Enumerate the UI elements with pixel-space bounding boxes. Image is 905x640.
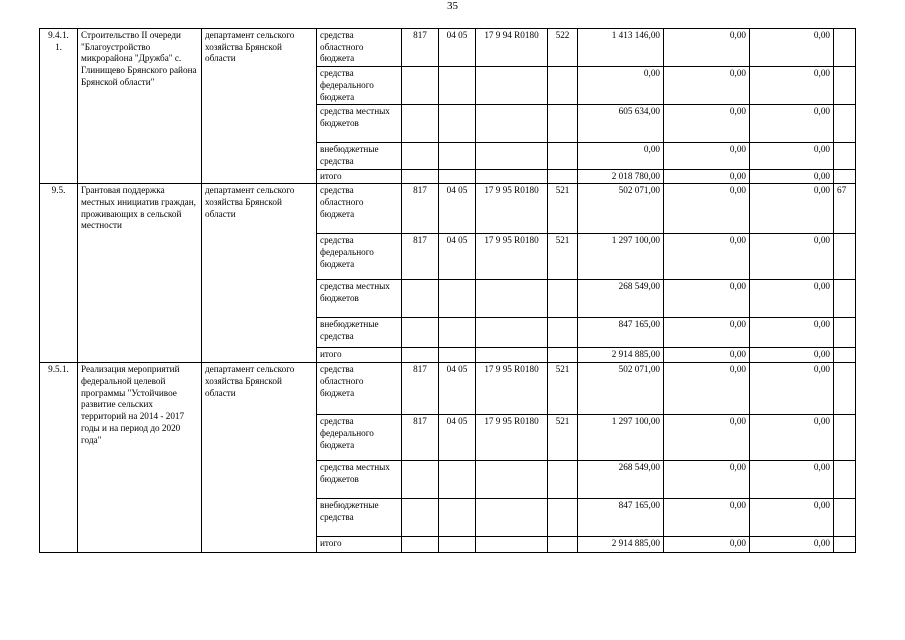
amount-year-3: 0,00 — [750, 169, 834, 184]
amount-year-2: 0,00 — [664, 184, 750, 234]
indicator-cell — [834, 280, 856, 318]
amount-year-1: 1 413 146,00 — [578, 29, 664, 67]
funding-source: средства федерального бюджета — [317, 234, 402, 280]
expense-type-code: 521 — [548, 234, 578, 280]
item-executor: департамент сельского хозяйства Брянской области — [202, 363, 317, 553]
ministry-code: 817 — [402, 234, 439, 280]
amount-year-2: 0,00 — [664, 67, 750, 105]
ministry-code — [402, 461, 439, 499]
expense-type-code — [548, 169, 578, 184]
amount-year-1: 847 165,00 — [578, 499, 664, 537]
funding-source: средства областного бюджета — [317, 363, 402, 415]
target-article-code — [476, 499, 548, 537]
indicator-cell — [834, 348, 856, 363]
page-number: 35 — [447, 0, 458, 12]
ministry-code — [402, 499, 439, 537]
expense-type-code — [548, 318, 578, 348]
section-code: 04 05 — [439, 29, 476, 67]
target-article-code — [476, 537, 548, 553]
target-article-code: 17 9 95 R0180 — [476, 415, 548, 461]
ministry-code: 817 — [402, 29, 439, 67]
expense-type-code — [548, 143, 578, 169]
target-article-code: 17 9 95 R0180 — [476, 234, 548, 280]
amount-year-2: 0,00 — [664, 29, 750, 67]
amount-year-1: 1 297 100,00 — [578, 234, 664, 280]
target-article-code — [476, 461, 548, 499]
indicator-cell — [834, 499, 856, 537]
expense-type-code: 521 — [548, 415, 578, 461]
expense-type-code — [548, 499, 578, 537]
amount-year-1: 502 071,00 — [578, 184, 664, 234]
target-article-code — [476, 318, 548, 348]
amount-year-2: 0,00 — [664, 363, 750, 415]
funding-source: итого — [317, 537, 402, 553]
amount-year-1: 1 297 100,00 — [578, 415, 664, 461]
indicator-cell — [834, 67, 856, 105]
amount-year-1: 2 914 885,00 — [578, 537, 664, 553]
target-article-code — [476, 348, 548, 363]
funding-source: средства местных бюджетов — [317, 461, 402, 499]
target-article-code — [476, 67, 548, 105]
item-code: 9.4.1. 1. — [40, 29, 78, 184]
amount-year-2: 0,00 — [664, 415, 750, 461]
amount-year-3: 0,00 — [750, 105, 834, 143]
funding-source: средства федерального бюджета — [317, 67, 402, 105]
funding-source: средства областного бюджета — [317, 29, 402, 67]
indicator-cell — [834, 105, 856, 143]
section-code: 04 05 — [439, 415, 476, 461]
expense-type-code: 522 — [548, 29, 578, 67]
amount-year-3: 0,00 — [750, 499, 834, 537]
amount-year-3: 0,00 — [750, 143, 834, 169]
section-code — [439, 499, 476, 537]
amount-year-2: 0,00 — [664, 499, 750, 537]
section-code — [439, 169, 476, 184]
section-code: 04 05 — [439, 184, 476, 234]
section-code — [439, 67, 476, 105]
ministry-code — [402, 348, 439, 363]
section-code — [439, 318, 476, 348]
amount-year-3: 0,00 — [750, 363, 834, 415]
table-row — [40, 29, 856, 67]
indicator-cell — [834, 169, 856, 184]
ministry-code — [402, 169, 439, 184]
ministry-code: 817 — [402, 415, 439, 461]
funding-source: внебюджетные средства — [317, 499, 402, 537]
indicator-code: 67 — [834, 184, 856, 234]
item-name: Реализация мероприятий федеральной целевой программы "Устойчивое развитие сельских территорий на 2014 - 2017 годы и на период до 2020 года" — [78, 363, 202, 553]
section-code: 04 05 — [439, 234, 476, 280]
funding-source: внебюджетные средства — [317, 318, 402, 348]
target-article-code — [476, 169, 548, 184]
amount-year-3: 0,00 — [750, 29, 834, 67]
section-code — [439, 105, 476, 143]
amount-year-3: 0,00 — [750, 461, 834, 499]
funding-source: средства федерального бюджета — [317, 415, 402, 461]
funding-source: внебюджетные средства — [317, 143, 402, 169]
ministry-code — [402, 318, 439, 348]
amount-year-3: 0,00 — [750, 318, 834, 348]
indicator-cell — [834, 461, 856, 499]
amount-year-1: 268 549,00 — [578, 461, 664, 499]
expense-type-code — [548, 67, 578, 105]
amount-year-3: 0,00 — [750, 537, 834, 553]
indicator-code — [834, 363, 856, 415]
amount-year-2: 0,00 — [664, 318, 750, 348]
target-article-code — [476, 143, 548, 169]
target-article-code — [476, 105, 548, 143]
ministry-code — [402, 537, 439, 553]
amount-year-1: 268 549,00 — [578, 280, 664, 318]
amount-year-2: 0,00 — [664, 537, 750, 553]
ministry-code: 817 — [402, 363, 439, 415]
amount-year-3: 0,00 — [750, 415, 834, 461]
expense-type-code — [548, 461, 578, 499]
ministry-code — [402, 105, 439, 143]
target-article-code: 17 9 94 R0180 — [476, 29, 548, 67]
funding-source: средства местных бюджетов — [317, 105, 402, 143]
funding-source: итого — [317, 348, 402, 363]
expense-type-code — [548, 105, 578, 143]
amount-year-3: 0,00 — [750, 280, 834, 318]
section-code — [439, 280, 476, 318]
amount-year-2: 0,00 — [664, 461, 750, 499]
amount-year-1: 2 018 780,00 — [578, 169, 664, 184]
item-code: 9.5. — [40, 184, 78, 363]
indicator-cell — [834, 318, 856, 348]
amount-year-2: 0,00 — [664, 234, 750, 280]
indicator-cell — [834, 143, 856, 169]
amount-year-1: 0,00 — [578, 143, 664, 169]
section-code — [439, 348, 476, 363]
indicator-cell — [834, 537, 856, 553]
expense-type-code: 521 — [548, 363, 578, 415]
amount-year-3: 0,00 — [750, 348, 834, 363]
indicator-code — [834, 29, 856, 67]
amount-year-1: 847 165,00 — [578, 318, 664, 348]
amount-year-3: 0,00 — [750, 184, 834, 234]
target-article-code — [476, 280, 548, 318]
amount-year-3: 0,00 — [750, 234, 834, 280]
amount-year-3: 0,00 — [750, 67, 834, 105]
target-article-code: 17 9 95 R0180 — [476, 184, 548, 234]
section-code: 04 05 — [439, 363, 476, 415]
funding-source: итого — [317, 169, 402, 184]
ministry-code — [402, 280, 439, 318]
expense-type-code — [548, 280, 578, 318]
section-code — [439, 537, 476, 553]
ministry-code — [402, 67, 439, 105]
table-row — [40, 363, 856, 415]
amount-year-2: 0,00 — [664, 348, 750, 363]
section-code — [439, 143, 476, 169]
item-code: 9.5.1. — [40, 363, 78, 553]
item-name: Строительство II очереди "Благоустройство микрорайона "Дружба" с. Глинищево Брянского района Брянской области" — [78, 29, 202, 184]
expense-type-code: 521 — [548, 184, 578, 234]
item-executor: департамент сельского хозяйства Брянской области — [202, 184, 317, 363]
amount-year-1: 605 634,00 — [578, 105, 664, 143]
table-row — [40, 184, 856, 234]
amount-year-2: 0,00 — [664, 105, 750, 143]
amount-year-1: 2 914 885,00 — [578, 348, 664, 363]
indicator-cell — [834, 234, 856, 280]
funding-source: средства областного бюджета — [317, 184, 402, 234]
amount-year-2: 0,00 — [664, 143, 750, 169]
amount-year-2: 0,00 — [664, 280, 750, 318]
section-code — [439, 461, 476, 499]
ministry-code: 817 — [402, 184, 439, 234]
amount-year-1: 502 071,00 — [578, 363, 664, 415]
target-article-code: 17 9 95 R0180 — [476, 363, 548, 415]
item-name: Грантовая поддержка местных инициатив граждан, проживающих в сельской местности — [78, 184, 202, 363]
budget-table — [39, 28, 856, 553]
budget-table-body — [40, 29, 856, 553]
expense-type-code — [548, 348, 578, 363]
expense-type-code — [548, 537, 578, 553]
amount-year-2: 0,00 — [664, 169, 750, 184]
indicator-cell — [834, 415, 856, 461]
funding-source: средства местных бюджетов — [317, 280, 402, 318]
amount-year-1: 0,00 — [578, 67, 664, 105]
ministry-code — [402, 143, 439, 169]
item-executor: департамент сельского хозяйства Брянской области — [202, 29, 317, 184]
